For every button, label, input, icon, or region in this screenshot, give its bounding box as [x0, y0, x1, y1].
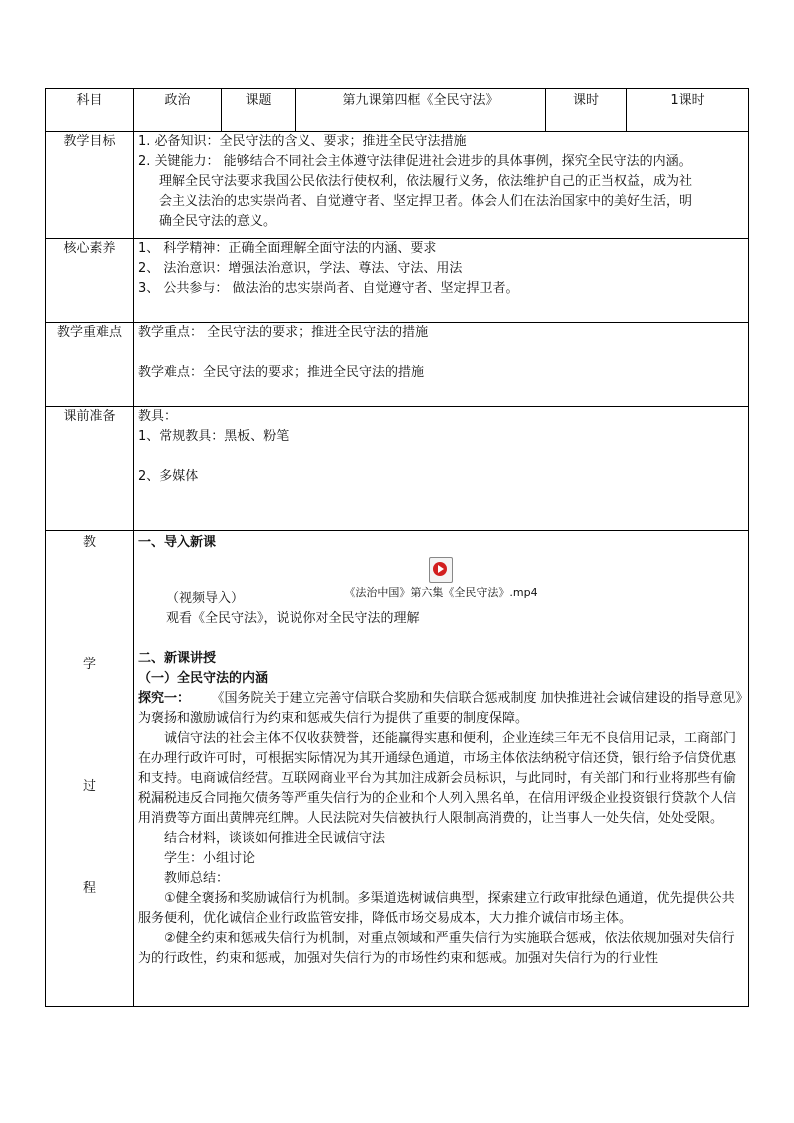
section-heading: 一、导入新课	[138, 535, 217, 550]
explore-block	[138, 689, 744, 729]
objective-line: 确全民守法的意义。	[159, 214, 277, 229]
process-content	[134, 531, 749, 1007]
watch-prompt: 观看《全民守法》，说说你对全民守法的理解	[166, 611, 420, 626]
key-points-row	[46, 323, 749, 407]
process-char: 教	[82, 535, 96, 550]
objective-line: 会主义法治的忠实崇尚者、自觉遵守者、坚定捍卫者。体会人们在法治国家中的美好生活，明	[159, 194, 693, 209]
literacy-line: 3、 公共参与： 做法治的忠实崇尚者、自觉遵守者、坚定捍卫者。	[138, 281, 519, 296]
focus-text: 教学重点： 全民守法的要求；推进全民守法的措施	[138, 325, 429, 340]
lesson-plan-table	[45, 88, 749, 1007]
objectives-label: 教学目标	[46, 132, 134, 239]
subject-label: 科目	[46, 89, 134, 132]
process-char: 学	[82, 657, 96, 672]
hours-value: 1课时	[627, 89, 749, 132]
objective-line: 2. 关键能力： 能够结合不同社会主体遵守法律促进社会进步的具体事例，探究全民守法的内涵。	[138, 154, 692, 169]
video-intro: （视频导入）	[166, 591, 245, 606]
preparation-row	[46, 407, 749, 531]
subsection-heading: （一）全民守法的内涵	[138, 671, 269, 686]
preparation-label: 课前准备	[46, 407, 134, 531]
video-file-icon[interactable]	[429, 557, 453, 583]
literacy-label: 核心素养	[46, 239, 134, 323]
subject-value: 政治	[134, 89, 222, 132]
topic-value: 第九课第四框《全民守法》	[296, 89, 546, 132]
process-char: 过	[82, 779, 96, 794]
process-row	[46, 531, 749, 1007]
explore-text: 《国务院关于建立完善守信联合奖励和失信联合惩戒制度 加快推进社会诚信建设的指导意见》为褒扬和激励诚信行为约束和惩戒失信行为提供了重要的制度保障。	[138, 691, 743, 726]
teacher-text: 教师总结：	[164, 871, 230, 886]
header-row	[46, 89, 749, 132]
literacy-line: 1、 科学精神：正确全面理解全面守法的内涵、要求	[138, 241, 437, 256]
literacy-content	[134, 239, 749, 323]
key-points-content	[134, 323, 749, 407]
section-heading: 二、新课讲授	[138, 651, 217, 666]
question-text: 结合材料，谈谈如何推进全民诚信守法	[164, 831, 386, 846]
key-points-label: 教学重难点	[46, 323, 134, 407]
explore-label: 探究一：	[138, 691, 191, 706]
preparation-content	[134, 407, 749, 531]
student-text: 学生：小组讨论	[164, 851, 256, 866]
hours-label: 课时	[546, 89, 627, 132]
literacy-row	[46, 239, 749, 323]
process-char: 程	[82, 881, 96, 896]
tools-item: 1、常规教具：黑板、粉笔	[138, 429, 290, 444]
topic-label: 课题	[222, 89, 296, 132]
objectives-content	[134, 132, 749, 239]
literacy-line: 2、 法治意识：增强法治意识，学法、尊法、守法、用法	[138, 261, 463, 276]
tools-label: 教具：	[138, 409, 178, 424]
objective-line: 1. 必备知识：全民守法的含义、要求；推进全民守法措施	[138, 134, 467, 149]
summary-point: ②健全约束和惩戒失信行为机制，对重点领域和严重失信行为实施联合惩戒，依法依规加强对失信行为的行政性，约束和惩戒，加强对失信行为的市场性约束和惩戒。加强对失信行为的行业性	[138, 931, 735, 966]
process-label	[46, 531, 134, 1007]
material-paragraph: 诚信守法的社会主体不仅收获赞誉，还能赢得实惠和便利，企业连续三年无不良信用记录，工商部门在办理行政许可时，可根据实际情况为其开通绿色通道，市场主体依法纳税守信还贷，银行给予信贷优惠和支持。电商诚信经营。互联网商业平台为其加注成新会员标识，与此同时，有关部门和行业将那些有偷税漏税违反合同拖欠债务等严重失信行为的企业和个人列入黑名单，在信用评级企业投资银行贷款个人信用消费等方面出黄牌亮红牌。人民法院对失信被执行人限制高消费的，让当事人一处失信，处处受限。	[138, 731, 737, 826]
difficulty-text: 教学难点：全民守法的要求；推进全民守法的措施	[138, 365, 425, 380]
tools-item: 2、多媒体	[138, 469, 199, 484]
video-file-name[interactable]: 《法治中国》第六集《全民守法》.mp4	[344, 586, 538, 599]
objectives-row	[46, 132, 749, 239]
summary-point: ①健全褒扬和奖励诚信行为机制。多渠道选树诚信典型，探索建立行政审批绿色通道，优先提供公共服务便利，优化诚信企业行政监管安排，降低市场交易成本，大力推介诚信市场主体。	[138, 891, 735, 926]
objective-line: 理解全民守法要求我国公民依法行使权利，依法履行义务，依法维护自己的正当权益，成为社	[159, 174, 693, 189]
